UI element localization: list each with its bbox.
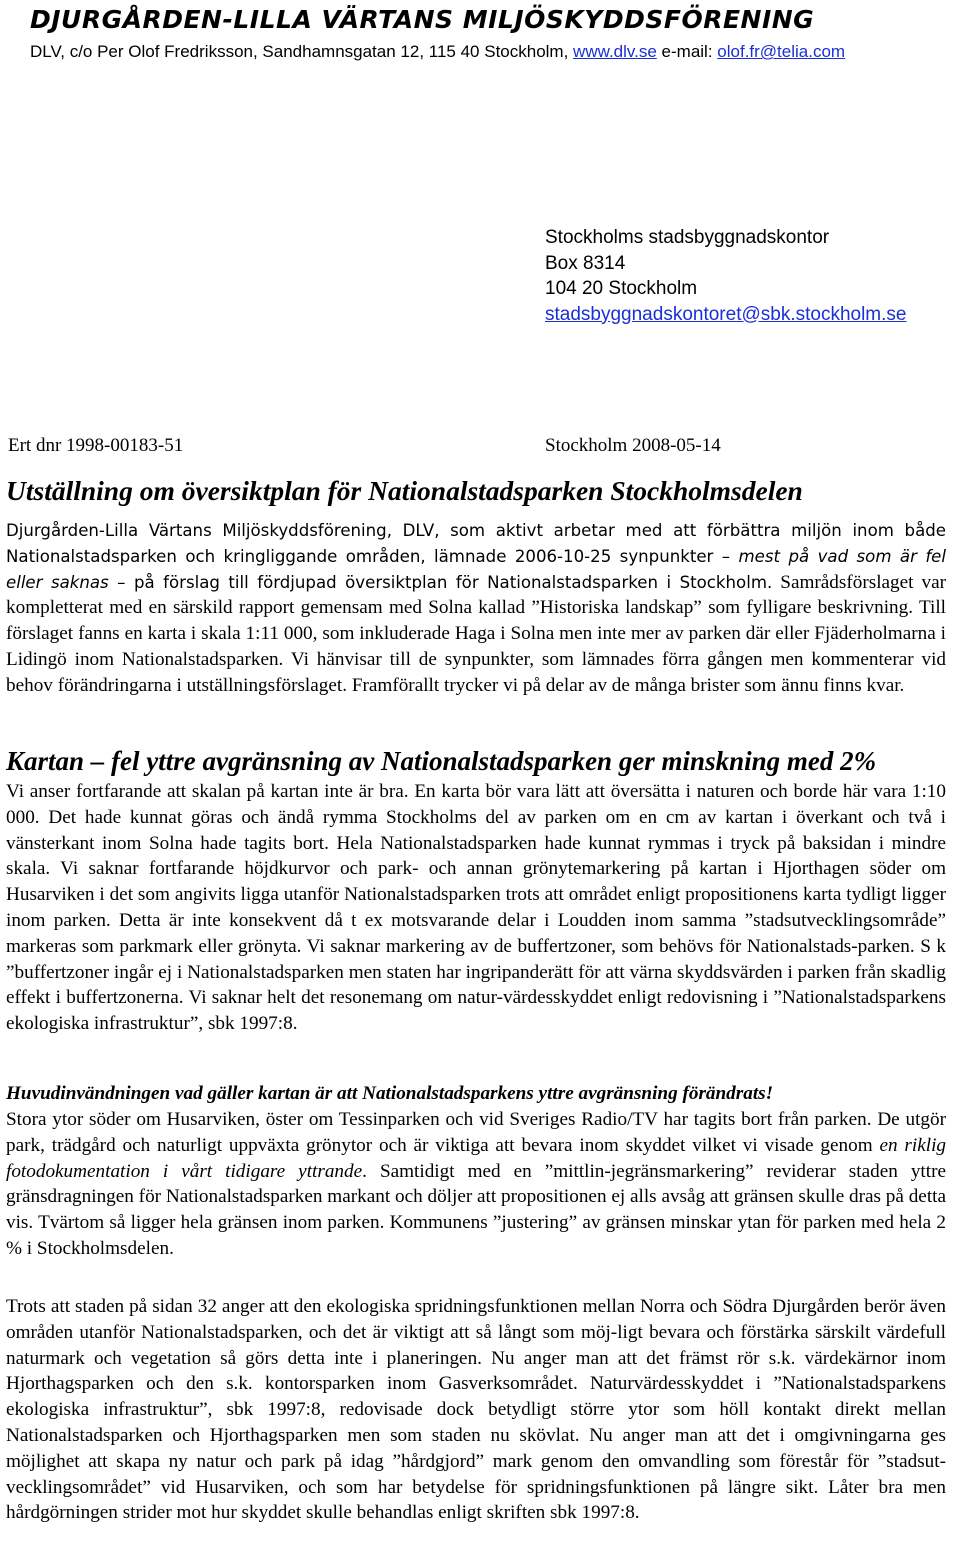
intro-italic: mest på vad som är fel eller saknas xyxy=(6,546,946,592)
website-link[interactable]: www.dlv.se xyxy=(573,42,657,61)
objection-text-part1: Stora ytor söder om Husarviken, öster om Tessinparken och vid Sveriges Radio/TV har tagits bort från parken. De utgör park, trädgård och naturligt uppväxta grönytor och är viktiga att bevara inom skyddet vilket vi visade genom xyxy=(6,1109,946,1156)
place-and-date: Stockholm 2008-05-14 xyxy=(545,435,721,456)
organization-name: DJURGÅRDEN-LILLA VÄRTANS MILJÖSKYDDSFÖRENING xyxy=(30,5,815,34)
recipient-address-block xyxy=(545,225,906,327)
main-objection-lead: Huvudinvändningen vad gäller kartan är att Nationalstadsparkens yttre avgränsning förändrats! xyxy=(6,1083,774,1104)
email-link[interactable]: olof.fr@telia.com xyxy=(717,42,846,61)
objection-text-part2: . Samtidigt med en ”mittlin-jegränsmarkering” reviderar staden yttre gränsdragningen för Nationalstadsparken markant och döljer att propositionen ej alls avsåg att gränsen skulle dras på detta vis. Tvärtom så ligger hela gränsen inom parken. Kommunens ”justering” av gränsen minskar ytan för parken med hela 2 % i Stockholmsdelen. xyxy=(6,1160,946,1259)
recipient-email-link[interactable]: stadsbyggnadskontoret@sbk.stockholm.se xyxy=(545,303,907,325)
recipient-city: 104 20 Stockholm xyxy=(545,278,698,299)
case-number: Ert dnr 1998-00183-51 xyxy=(8,435,184,456)
spread-function-paragraph: Trots att staden på sidan 32 anger att den ekologiska spridningsfunktionen mellan Norra och Södra Djurgården berör även områden utanför Nationalstadsparken, och det är viktigt att så långt som möj-ligt bevara och förstärka särskilt värdefull naturmark och vegetation så görs detta inte i planeringen. Nu anger man att det främst rör s.k. värdekärnor inom Hjorthagsparken och den s.k. kontorsparken inom Gasverksområdet. Naturvärdesskyddet i ”Nationalstadsparkens ekologiska infrastruktur”, sbk 1997:8, redovisade dock betydligt större ytor som höll kontakt direkt mellan Nationalstadsparken och Hjorthagsparken men som staden nu skövlat. Nu anger man att det i omgivningarna ges möjlighet att skapa ny natur och park på idag ”hårdgjord” mark genom den omvandling som förestår för ”stadsut-vecklingsområdet” vid Husarviken, och som har betydelse för spridningsfunktionen på längre sikt. Låter bra men hårdgörningen strider mot hur skyddet skulle behandlas enligt skriften sbk 1997:8. xyxy=(6,1296,946,1524)
map-section-heading: Kartan – fel yttre avgränsning av Nationalstadsparken ger minskning med 2% xyxy=(6,746,877,776)
map-section-paragraph: Vi anser fortfarande att skalan på kartan inte är bra. En karta bör vara lätt att översätta i naturen och borde här vara 1:10 000. Det hade kunnat göras och ändå rymma Stockholms del av parken om en cm av kartan i överkant och två i vänsterkant inom Solna hade tagits bort. Hela Nationalstadsparken hade kunnat rymmas i tryck på baksidan i mindre skala. Vi saknar fortfarande höjdkurvor och park- och annan grönytemarkering på kartan i Hjorthagen söder om Husarviken i det som angivits ligga utanför Nationalstadsparken trots att området enligt propositionens karta tydligt ligger inom parken. Detta är inte konsekvent då t ex motsvarande delar i Loudden inom samma ”stadsutvecklingsområde” markeras som parkmark eller grönyta. Vi saknar markering av de buffertzoner, som behövs för Nationalstads-parken. S k ”buffertzoner ingår ej i Nationalstadsparken men staten har ingripanderätt för att värna skyddsvärden i parken från skadlig effekt i buffertzonerna. Vi saknar helt det resonemang om natur-värdesskyddet enligt redovisning i ”Nationalstadsparkens ekologiska infrastruktur”, sbk 1997:8. xyxy=(6,781,946,1035)
intro-text-part1: Djurgården-Lilla Värtans Miljöskyddsförening, DLV, som aktivt arbetar med att förbättra miljön inom både Nationalstadsparken och kringliggande områden, lämnade 2006-10-25 synpunkter – xyxy=(6,521,946,566)
recipient-box: Box 8314 xyxy=(545,252,626,274)
email-label: e-mail: xyxy=(656,42,718,61)
objection-italic: en riklig fotodokumentation i vårt tidigare yttrande xyxy=(6,1134,946,1182)
recipient-name: Stockholms stadsbyggnadskontor xyxy=(545,227,830,248)
document-title: Utställning om översiktplan för Nationalstadsparken Stockholmsdelen xyxy=(6,475,803,506)
intro-text-part2: – på förslag till fördjupad översiktplan för Nationalstadsparken i Stockholm. xyxy=(108,572,773,592)
organization-address xyxy=(30,41,845,63)
reference-line xyxy=(8,434,948,458)
intro-text-part3: Samrådsförslaget var kompletterat med en särskild rapport gemensam med Solna kallad ”Historiska landskap” som fylligare beskrivning. Till förslaget fanns en karta i skala 1:11 000, som inkluderade Haga i Solna men inte mer av parken där eller Fjäderholmarna i Lidingö inom Nationalstadsparken. Vi hänvisar till de synpunkter, som lämnades förra gången men kommenterar vid behov förändringarna i utställningsförslaget. Framförallt trycker vi på delar av de många brister som ännu finns kvar. xyxy=(6,571,946,696)
address-text: DLV, c/o Per Olof Fredriksson, Sandhamnsgatan 12, 115 40 Stockholm, xyxy=(30,42,574,61)
intro-paragraph xyxy=(6,518,946,699)
main-objection-paragraph xyxy=(6,1107,946,1262)
